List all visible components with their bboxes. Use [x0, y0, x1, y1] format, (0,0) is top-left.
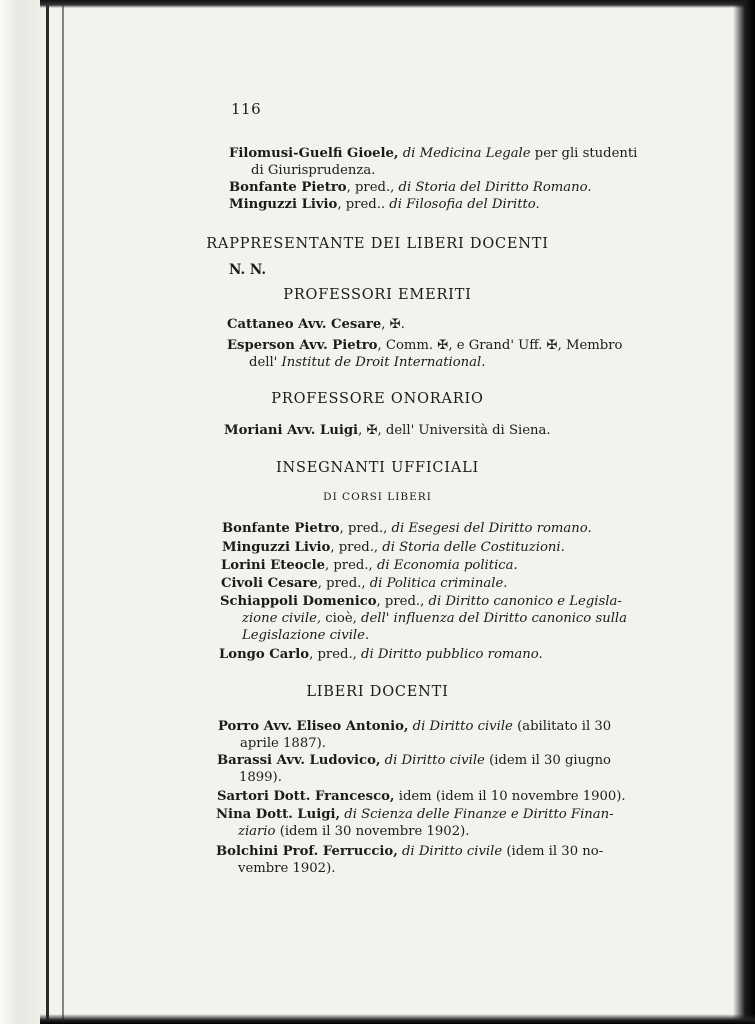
entry-name: Minguzzi Livio: [222, 540, 331, 555]
entry-rest: , ✠.: [381, 317, 405, 332]
entry-continuation: vembre 1902).: [238, 861, 336, 876]
entry-rest: (idem il 30 no-: [502, 844, 604, 859]
heading-ufficiali: INSEGNANTI UFFICIALI: [275, 460, 480, 476]
entry-bonfante-top: [229, 179, 592, 196]
entry-cont-italic: Institut de Droit International.: [281, 355, 486, 370]
entry-name: Civoli Cesare: [221, 576, 318, 591]
entry-mid: , pred.,: [346, 180, 399, 195]
entry-sartori: [217, 788, 626, 805]
entry-continuation-2: Legislazione civile.: [242, 628, 370, 643]
entry-minguzzi-top: [229, 196, 540, 213]
entry-name: Cattaneo Avv. Cesare: [227, 317, 382, 332]
entry-mid: , pred.,: [339, 521, 392, 536]
entry-rest: per gli studenti: [530, 146, 638, 161]
entry-name: Lorini Eteocle: [221, 558, 325, 573]
entry-subject: di Filosofia del Diritto.: [389, 197, 540, 212]
entry-rest: (idem il 30 giugno: [484, 753, 611, 768]
heading-emeriti: PROFESSORI EMERITI: [283, 287, 472, 303]
scan-bottom-edge: [40, 1014, 755, 1024]
entry-mid: , pred.,: [324, 558, 377, 573]
entry-cont-plain: cioè,: [321, 611, 362, 626]
entry-nina: [216, 806, 614, 840]
entry-subject: di Economia politica.: [376, 558, 518, 573]
entry-rest: , Comm. ✠, e Grand' Uff. ✠, Membro: [377, 338, 623, 353]
heading-rappresentante: RAPPRESENTANTE DEI LIBERI DOCENTI: [206, 236, 549, 252]
entry-subject: di Storia delle Costituzioni.: [382, 540, 565, 555]
rappresentante-name: N. N.: [229, 262, 267, 278]
entry-name: Porro Avv. Eliseo Antonio,: [218, 719, 409, 734]
binding-edge: [46, 0, 49, 1024]
subheading-corsi-liberi: DI CORSI LIBERI: [323, 491, 432, 503]
entry-name: Esperson Avv. Pietro: [227, 338, 378, 353]
heading-liberi: LIBERI DOCENTI: [306, 684, 449, 700]
entry-cont-plain: dell': [249, 355, 282, 370]
entry-subject: di Politica criminale.: [369, 576, 508, 591]
entry-name: Bolchini Prof. Ferruccio,: [216, 844, 398, 859]
entry-subject: di Medicina Legale: [402, 146, 531, 161]
entry-continuation: aprile 1887).: [240, 736, 326, 751]
entry-minguzzi: [222, 539, 565, 556]
entry-name: Filomusi-Guelfi Gioele,: [229, 146, 399, 161]
entry-continuation: [227, 354, 623, 371]
entry-continuation: 1899).: [239, 770, 282, 785]
entry-continuation: [216, 823, 614, 840]
entry-subject: di Storia del Diritto Romano.: [398, 180, 592, 195]
entry-subject: di Diritto civile: [408, 719, 513, 734]
entry-rest: idem (idem il 10 novembre 1900).: [394, 789, 626, 804]
entry-mid: , pred.,: [330, 540, 383, 555]
entry-cattaneo: [227, 316, 405, 333]
entry-continuation: [220, 610, 627, 627]
entry-lorini: [221, 557, 518, 574]
entry-continuation: di Giurisprudenza.: [251, 163, 376, 178]
entry-name: Bonfante Pietro: [229, 180, 347, 195]
entry-rest: (abilitato il 30: [512, 719, 612, 734]
entry-cont-italic: zione civile,: [242, 611, 322, 626]
entry-subject: di Diritto civile: [397, 844, 503, 859]
entry-subject: di Diritto canonico e Legisla-: [428, 594, 622, 609]
binding-edge-inner: [62, 0, 64, 1024]
scan-right-edge: [733, 0, 755, 1024]
entry-name: Bonfante Pietro: [222, 521, 340, 536]
entry-mid: , pred..: [337, 197, 390, 212]
entry-longo: [219, 646, 543, 663]
heading-onorario: PROFESSORE ONORARIO: [271, 391, 484, 407]
entry-civoli: [221, 575, 507, 592]
entry-subject: di Diritto pubblico romano.: [361, 647, 543, 662]
entry-name: Minguzzi Livio: [229, 197, 338, 212]
entry-barassi: [217, 752, 611, 786]
entry-moriani: [224, 422, 551, 439]
entry-name: Moriani Avv. Luigi: [224, 423, 359, 438]
entry-cont-italic-2: dell' influenza del Diritto canonico sulla: [361, 611, 627, 626]
entry-filomusi: [229, 145, 637, 179]
entry-subject: di Diritto civile: [380, 753, 485, 768]
entry-cont-italic: ziario: [238, 824, 276, 839]
entry-subject: di Scienza delle Finanze e Diritto Finan-: [340, 807, 614, 822]
entry-cont-plain: (idem il 30 novembre 1902).: [275, 824, 470, 839]
entry-schiappoli: [220, 593, 627, 644]
entry-mid: , pred.,: [309, 647, 362, 662]
entry-bolchini: [216, 843, 603, 877]
page-number: 116: [231, 100, 262, 118]
entry-subject: di Esegesi del Diritto romano.: [391, 521, 592, 536]
entry-name: Nina Dott. Luigi,: [216, 807, 341, 822]
entry-esperson: [227, 337, 623, 371]
scan-left-margin: [0, 0, 50, 1024]
entry-mid: , pred.,: [317, 576, 370, 591]
entry-name: Schiappoli Domenico: [220, 594, 377, 609]
entry-mid: , pred.,: [376, 594, 429, 609]
entry-bonfante: [222, 520, 592, 537]
entry-porro: [218, 718, 611, 752]
entry-name: Barassi Avv. Ludovico,: [217, 753, 381, 768]
entry-name: Sartori Dott. Francesco,: [217, 789, 395, 804]
entry-rest: , ✠, dell' Università di Siena.: [358, 423, 551, 438]
scan-top-edge: [40, 0, 755, 8]
entry-name: Longo Carlo: [219, 647, 310, 662]
